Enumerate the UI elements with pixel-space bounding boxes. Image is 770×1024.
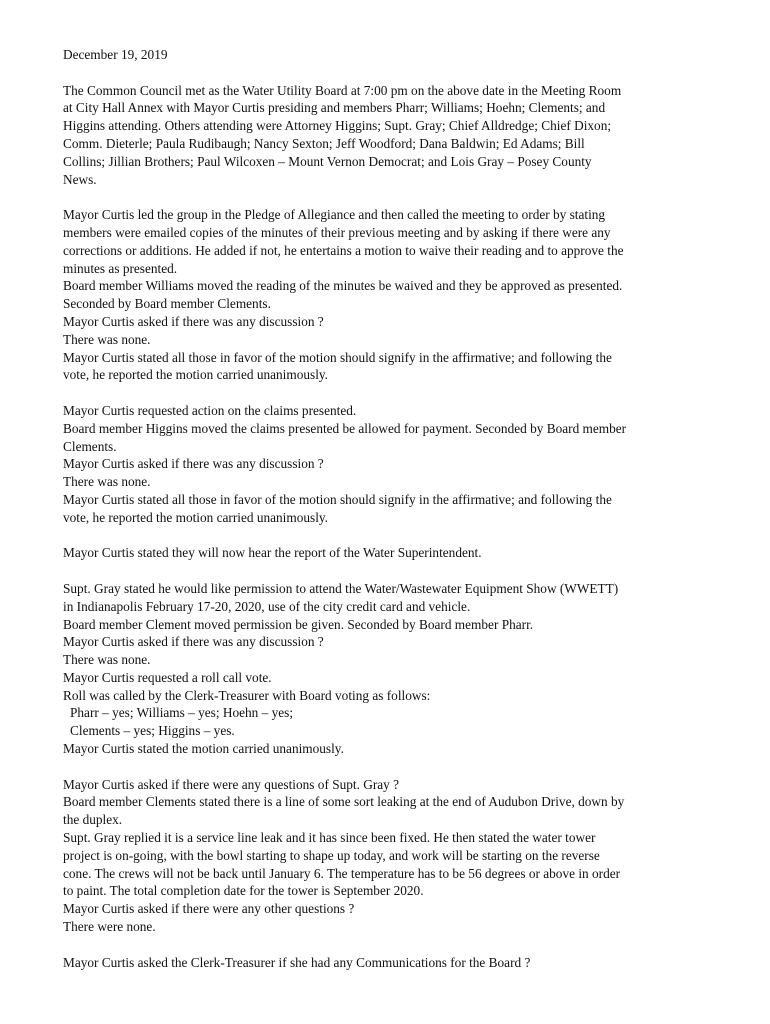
text-line: Mayor Curtis stated they will now hear the report of the Water Superintendent. <box>63 545 482 561</box>
text-line: to paint. The total completion date for the tower is September 2020. <box>63 883 424 899</box>
paragraph <box>63 544 713 562</box>
text-line: Mayor Curtis led the group in the Pledge of Allegiance and then called the meeting to order by stating <box>63 207 606 223</box>
paragraph-gap <box>63 384 713 402</box>
paragraph-gap <box>63 936 713 954</box>
text-line: Board member Williams moved the reading of the minutes be waived and they be approved as presented. <box>63 278 623 294</box>
paragraph <box>63 206 713 384</box>
paragraph <box>63 580 713 758</box>
text-line: Mayor Curtis asked if there was any discussion ? <box>63 456 324 472</box>
text-line: Mayor Curtis stated all those in favor of the motion should signify in the affirmative; and following the <box>63 491 612 507</box>
text-line: Mayor Curtis asked if there was any discussion ? <box>63 634 324 650</box>
paragraph-gap <box>63 527 713 545</box>
paragraph-gap <box>63 64 713 82</box>
text-line: in Indianapolis February 17-20, 2020, use of the city credit card and vehicle. <box>63 598 471 614</box>
text-line: Higgins attending. Others attending were Attorney Higgins; Supt. Gray; Chief Alldredge; Chief Dixon; <box>63 118 612 134</box>
text-line: There was none. <box>63 652 151 668</box>
text-line: Seconded by Board member Clements. <box>63 296 271 312</box>
text-line: Supt. Gray stated he would like permission to attend the Water/Wastewater Equipment Show (WWETT) <box>63 580 619 596</box>
text-line: Roll was called by the Clerk-Treasurer with Board voting as follows: <box>63 687 431 703</box>
text-line: minutes as presented. <box>63 260 178 276</box>
text-line: Comm. Dieterle; Paula Rudibaugh; Nancy Sexton; Jeff Woodford; Dana Baldwin; Ed Adams; Bill <box>63 135 585 151</box>
text-line: Mayor Curtis requested action on the claims presented. <box>63 402 357 418</box>
paragraph <box>63 402 713 527</box>
text-line: Mayor Curtis asked if there were any other questions ? <box>63 901 355 917</box>
text-line: Mayor Curtis asked if there were any questions of Supt. Gray ? <box>63 776 400 792</box>
paragraph-gap <box>63 562 713 580</box>
text-line: Mayor Curtis requested a roll call vote. <box>63 669 272 685</box>
text-line: Clements – yes; Higgins – yes. <box>70 723 235 739</box>
paragraph <box>63 954 713 972</box>
text-line: Mayor Curtis stated all those in favor of the motion should signify in the affirmative; and following the <box>63 349 612 365</box>
text-line: Board member Clements stated there is a line of some sort leaking at the end of Audubon Drive, down by <box>63 794 625 810</box>
paragraph-gap <box>63 188 713 206</box>
text-line: the duplex. <box>63 812 123 828</box>
text-line: There was none. <box>63 331 151 347</box>
text-line: News. <box>63 171 97 187</box>
text-line: Mayor Curtis asked if there was any discussion ? <box>63 313 324 329</box>
paragraph <box>63 82 713 189</box>
text-line: There were none. <box>63 919 156 935</box>
text-line: Clements. <box>63 438 117 454</box>
text-line: Supt. Gray replied it is a service line leak and it has since been fixed. He then stated the water tower <box>63 830 596 846</box>
text-line: Board member Clement moved permission be given. Seconded by Board member Pharr. <box>63 616 534 632</box>
text-line: Collins; Jillian Brothers; Paul Wilcoxen – Mount Vernon Democrat; and Lois Gray – Posey County <box>63 153 592 169</box>
text-line: vote, he reported the motion carried unanimously. <box>63 367 328 383</box>
paragraph <box>63 776 713 936</box>
text-line: Mayor Curtis asked the Clerk-Treasurer if she had any Communications for the Board ? <box>63 954 531 970</box>
text-line: Board member Higgins moved the claims presented be allowed for payment. Seconded by Board member <box>63 420 627 436</box>
text-line: corrections or additions. He added if not, he entertains a motion to waive their reading and to approve the <box>63 242 624 258</box>
text-line: Pharr – yes; Williams – yes; Hoehn – yes; <box>70 705 294 721</box>
text-line: project is on-going, with the bowl starting to shape up today, and work will be starting on the reverse <box>63 847 600 863</box>
document-page <box>63 46 713 971</box>
text-line: at City Hall Annex with Mayor Curtis presiding and members Pharr; Williams; Hoehn; Clements; and <box>63 100 606 116</box>
text-line: cone. The crews will not be back until January 6. The temperature has to be 56 degrees or above in order <box>63 865 621 881</box>
text-line: The Common Council met as the Water Utility Board at 7:00 pm on the above date in the Meeting Room <box>63 82 622 98</box>
text-line: members were emailed copies of the minutes of their previous meeting and by asking if there were any <box>63 224 611 240</box>
document-date: December 19, 2019 <box>63 47 168 62</box>
text-line: There was none. <box>63 474 151 490</box>
text-line: vote, he reported the motion carried unanimously. <box>63 509 328 525</box>
paragraph-gap <box>63 758 713 776</box>
text-line: Mayor Curtis stated the motion carried unanimously. <box>63 741 344 757</box>
minutes-body <box>63 64 713 972</box>
